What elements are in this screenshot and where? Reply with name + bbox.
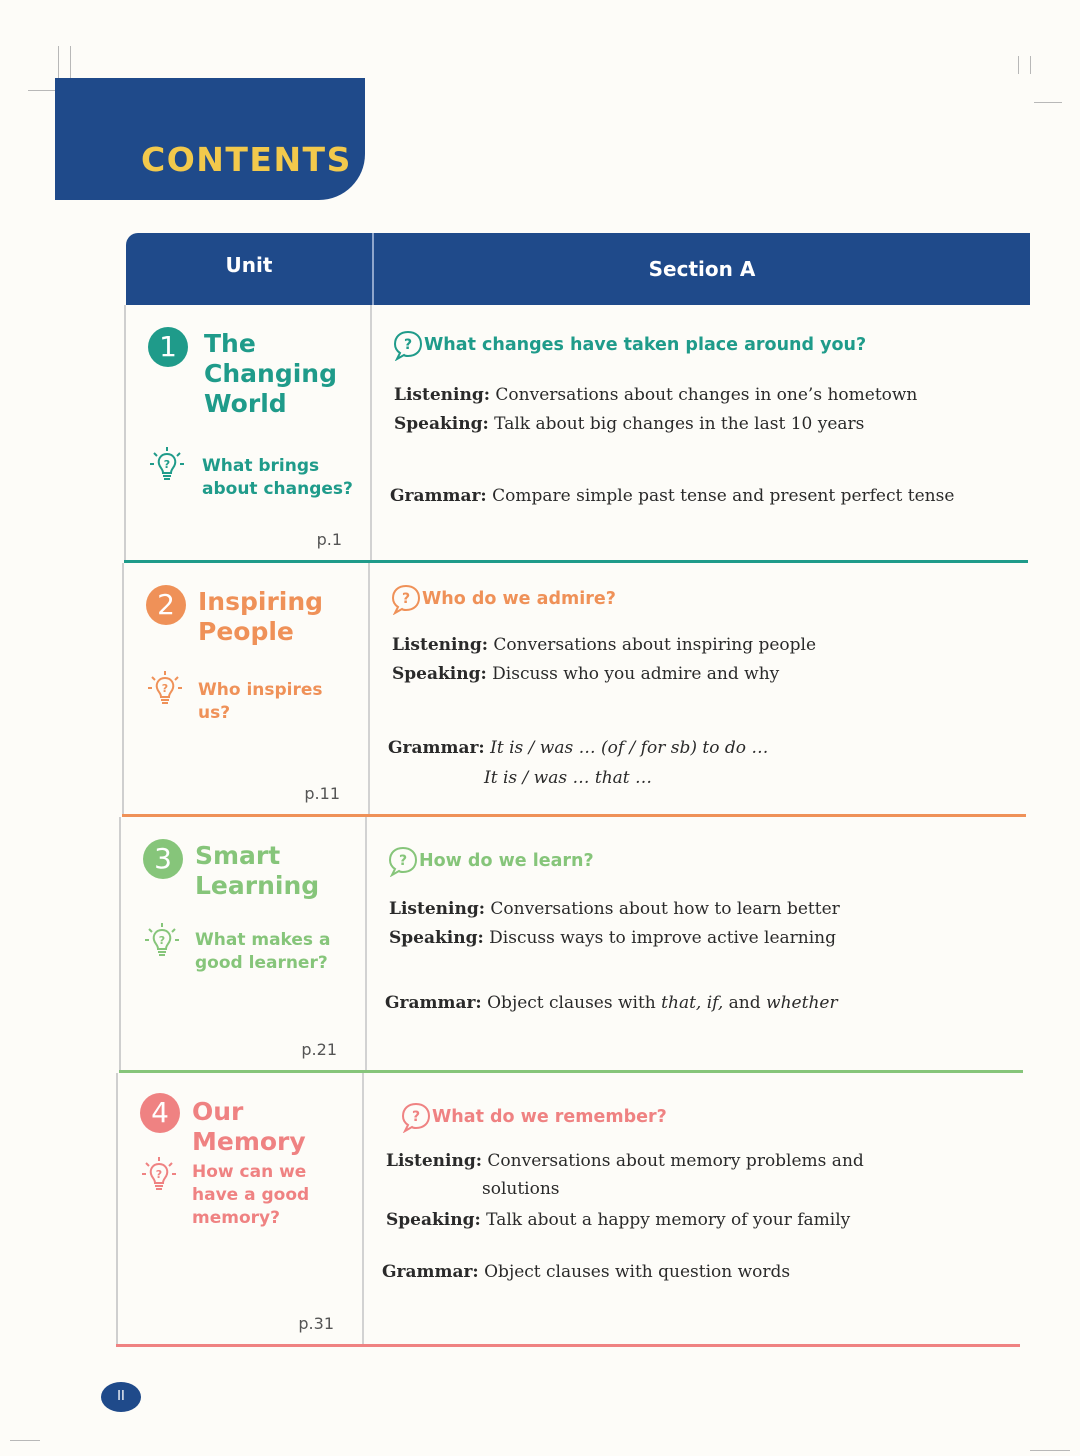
header-unit: Unit — [225, 253, 273, 277]
listening-line — [392, 635, 816, 655]
speaking-text: Discuss who you admire and why — [492, 664, 780, 684]
section-a-cell — [367, 817, 1023, 1073]
speaking-text: Talk about big changes in the last 10 years — [494, 414, 865, 434]
grammar-label: Grammar: — [385, 993, 482, 1013]
speaking-text: Talk about a happy memory of your family — [486, 1210, 851, 1230]
header-section: Section A — [648, 257, 756, 281]
grammar-line — [382, 1262, 790, 1282]
unit-page-ref: p.31 — [298, 1314, 334, 1333]
listening-label: Listening: — [386, 1151, 482, 1171]
section-question-text: How do we learn? — [419, 851, 594, 871]
unit-row-2 — [122, 563, 1026, 817]
unit-title: Smart Learning — [195, 841, 320, 900]
crop-mark — [58, 46, 59, 78]
listening-text: Conversations about inspiring people — [493, 635, 817, 655]
unit-title: Our Memory — [192, 1097, 306, 1156]
listening-text-2: solutions — [482, 1179, 560, 1199]
question-bubble-icon — [387, 845, 419, 877]
grammar-and: and — [723, 993, 767, 1013]
unit-number-badge: 3 — [143, 839, 183, 879]
speaking-line — [386, 1210, 850, 1230]
table-header — [126, 233, 1030, 305]
grammar-italic-1: that, if, — [661, 993, 724, 1013]
section-question-text: Who do we admire? — [422, 589, 616, 609]
crop-mark — [70, 46, 71, 78]
grammar-text: It is / was … (of / for sb) to do … — [490, 738, 769, 758]
question-bubble-icon — [390, 583, 422, 615]
unit-title: Inspiring People — [198, 587, 324, 646]
grammar-text-2: It is / was … that … — [484, 768, 653, 788]
unit-row-1 — [124, 305, 1028, 563]
speaking-label: Speaking: — [389, 928, 484, 948]
listening-line — [394, 385, 917, 405]
grammar-text: Compare simple past tense and present perfect tense — [492, 486, 955, 506]
page-number-badge: II — [101, 1382, 141, 1412]
listening-line — [386, 1151, 864, 1171]
section-a-cell — [372, 305, 1028, 563]
unit-question: How can we have a good memory? — [192, 1162, 310, 1228]
listening-label: Listening: — [392, 635, 488, 655]
grammar-label: Grammar: — [388, 738, 485, 758]
grammar-text: Object clauses with — [487, 993, 662, 1013]
unit-number-badge: 1 — [148, 327, 188, 367]
speaking-line — [394, 414, 864, 434]
unit-question: What brings about changes? — [202, 456, 353, 499]
section-a-cell — [364, 1073, 1020, 1347]
speaking-line — [389, 928, 836, 948]
section-a-cell — [370, 563, 1026, 817]
lightbulb-icon — [143, 921, 181, 959]
listening-label: Listening: — [389, 899, 485, 919]
listening-text: Conversations about how to learn better — [490, 899, 840, 919]
unit-cell — [124, 305, 370, 563]
unit-title: The Changing World — [204, 329, 337, 418]
grammar-label: Grammar: — [382, 1262, 479, 1282]
listening-label: Listening: — [394, 385, 490, 405]
listening-line — [389, 899, 840, 919]
crop-mark — [1018, 56, 1019, 74]
crop-mark — [1030, 1450, 1070, 1451]
unit-row-3 — [119, 817, 1023, 1073]
unit-cell — [116, 1073, 362, 1347]
crop-mark — [10, 1440, 40, 1441]
speaking-line — [392, 664, 779, 684]
unit-question: What makes a good learner? — [195, 930, 331, 973]
crop-mark — [1030, 56, 1031, 74]
question-bubble-icon — [400, 1101, 432, 1133]
grammar-label: Grammar: — [390, 486, 487, 506]
grammar-text: Object clauses with question words — [484, 1262, 791, 1282]
grammar-line-2 — [388, 768, 652, 788]
listening-line-2 — [386, 1179, 560, 1199]
unit-page-ref: p.21 — [301, 1040, 337, 1059]
section-question-text: What do we remember? — [432, 1107, 667, 1127]
unit-cell — [119, 817, 365, 1073]
lightbulb-icon — [140, 1155, 178, 1193]
grammar-line — [385, 993, 838, 1013]
unit-cell — [122, 563, 368, 817]
listening-text: Conversations about memory problems and — [487, 1151, 864, 1171]
unit-number-badge: 4 — [140, 1093, 180, 1133]
unit-number-badge: 2 — [146, 585, 186, 625]
contents-banner — [55, 78, 365, 200]
grammar-italic-2: whether — [766, 993, 838, 1013]
section-question-text: What changes have taken place around you? — [424, 335, 867, 355]
unit-question: Who inspires us? — [198, 680, 323, 723]
contents-title: CONTENTS — [141, 140, 352, 179]
lightbulb-icon — [146, 669, 184, 707]
unit-page-ref: p.11 — [304, 784, 340, 803]
speaking-text: Discuss ways to improve active learning — [489, 928, 837, 948]
row-divider — [116, 1344, 1020, 1347]
unit-row-4 — [116, 1073, 1020, 1347]
question-bubble-icon — [392, 329, 424, 361]
unit-page-ref: p.1 — [316, 530, 342, 549]
speaking-label: Speaking: — [394, 414, 489, 434]
listening-text: Conversations about changes in one’s hometown — [495, 385, 918, 405]
speaking-label: Speaking: — [386, 1210, 481, 1230]
crop-mark — [28, 90, 56, 91]
lightbulb-icon — [148, 445, 186, 483]
grammar-line — [390, 486, 954, 506]
grammar-line — [388, 738, 768, 758]
speaking-label: Speaking: — [392, 664, 487, 684]
crop-mark — [1034, 102, 1062, 103]
